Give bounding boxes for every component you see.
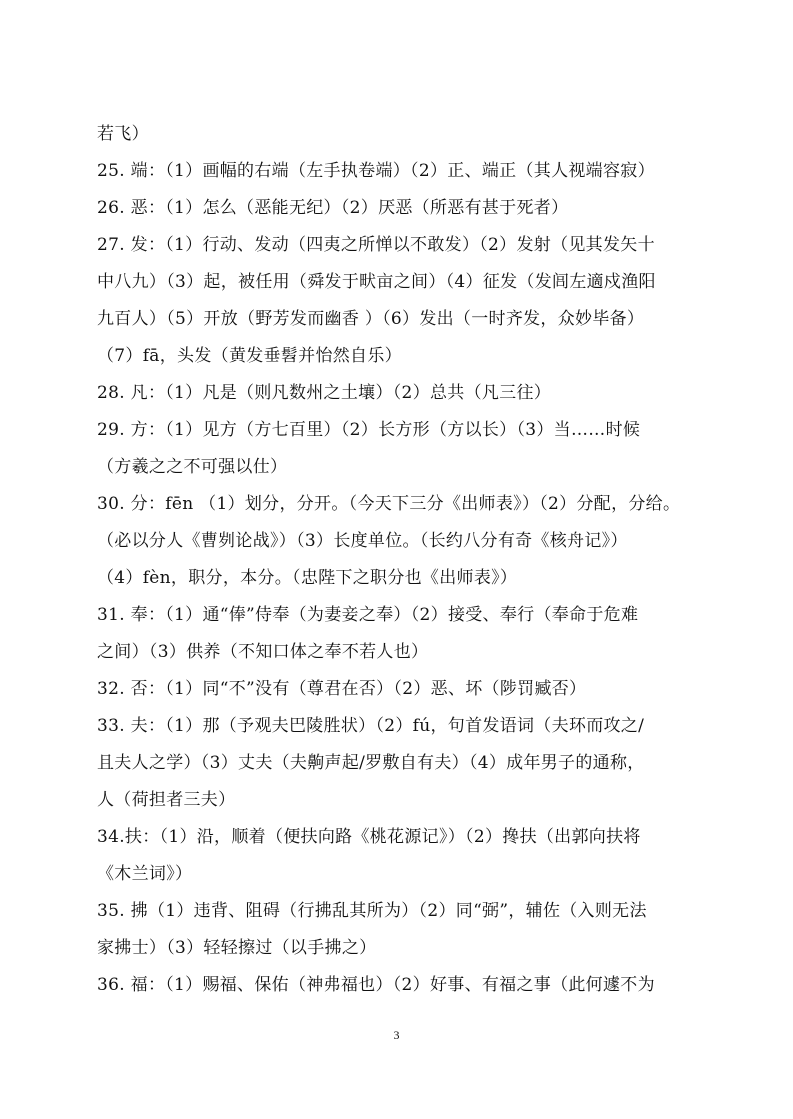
text-line: 27. 发：（1）行动、发动（四夷之所惮以不敢发）（2）发射（见其发矢十 [97,235,655,255]
text-line: 若飞） [97,124,149,144]
text-line: 且夫人之学）（3）丈夫（夫齁声起/罗敷自有夫）（4）成年男子的通称， [97,753,645,773]
text-line: 家拂士）（3）轻轻擦过（以手拂之） [97,938,377,958]
text-body [97,116,707,1004]
text-line: 34.扶：（1）沿，顺着（便扶向路《桃花源记》）（2）搀扶（出郭向扶将 [97,827,641,847]
text-line: 35. 拂（1）违背、阻碍（行拂乱其所为）（2）同“弼”，辅佐（入则无法 [97,901,647,921]
text-line: 32. 否：（1）同“不”没有（尊君在否）（2）恶、坏（陟罚臧否） [97,679,587,699]
text-line: 之间）（3）供养（不知口体之奉不若人也） [97,642,429,662]
text-line: （必以分人《曹刿论战》）（3）长度单位。（长约八分有奇《核舟记》） [97,531,628,551]
text-line: 九百人）（5）开放（野芳发而幽香 ）（6）发出（一时齐发，众妙毕备） [97,309,645,329]
text-line: 30. 分：fēn （1）划分，分开。（今天下三分《出师表》）（2）分配，分给。 [97,494,681,514]
text-line: 29. 方：（1）见方（方七百里）（2）长方形（方以长）（3）当……时候 [97,420,641,440]
text-line: （4）fèn，职分，本分。（忠陛下之职分也《出师表》） [97,568,518,588]
text-line: 36. 福：（1）赐福、保佑（神弗福也）（2）好事、有福之事（此何遽不为 [97,975,655,995]
text-line: （方羲之之不可强以仕） [97,457,288,477]
text-line: 中八九）（3）起，被任用（舜发于畎亩之间）（4）征发（发闾左適戍渔阳 [97,272,656,292]
text-line: 《木兰词》） [97,864,193,884]
page-number: 3 [393,1028,400,1042]
text-line: （7）fā，头发（黄发垂髫并怡然自乐） [97,346,402,366]
text-line: 31. 奉：（1）通“俸”侍奉（为妻妾之奉）（2）接受、奉行（奉命于危难 [97,605,639,625]
text-line: 33. 夫：（1）那（予观夫巴陵胜状）（2）fú，句首发语词（夫环而攻之/ [97,716,645,736]
text-line: 26. 恶：（1）怎么（恶能无纪）（2）厌恶（所恶有甚于死者） [97,198,569,218]
text-line: 人（荷担者三夫） [97,790,236,810]
text-line: 25. 端：（1）画幅的右端（左手执卷端）（2）正、端正（其人视端容寂） [97,161,655,181]
text-line: 28. 凡：（1）凡是（则凡数州之土壤）（2）总共（凡三往） [97,383,552,403]
